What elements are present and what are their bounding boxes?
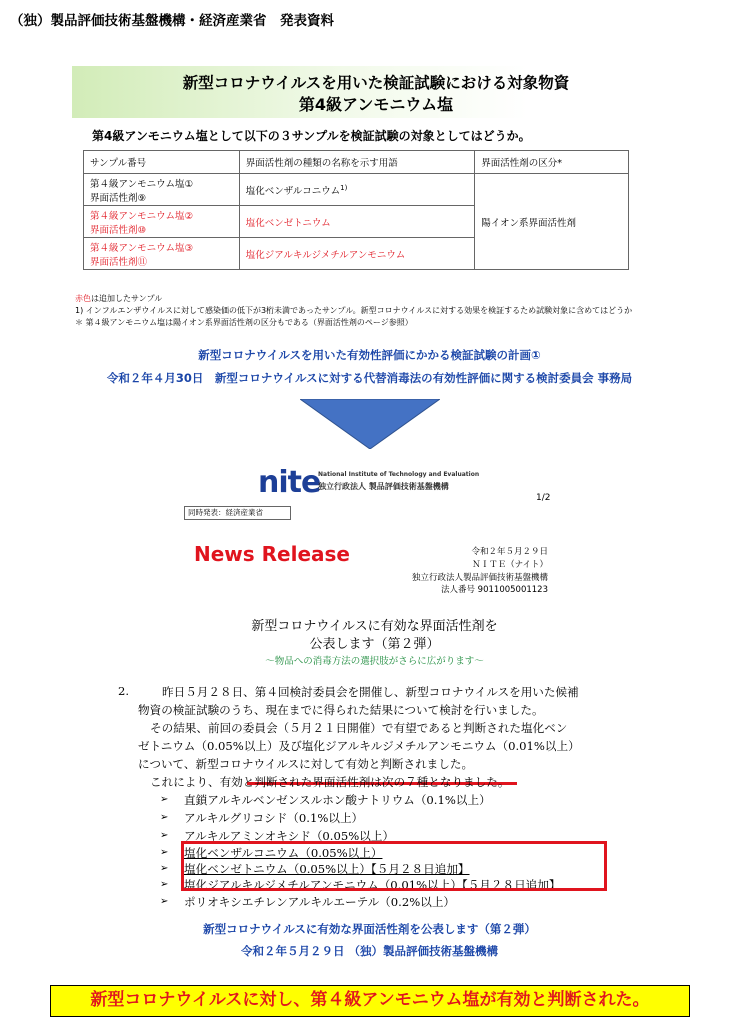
- org-full-name: 独立行政法人製品評価技術基盤機構: [411, 573, 548, 583]
- list-item: ポリオキシエチレンアルキルエーテル（0.2%以上）: [184, 895, 456, 909]
- list-bullet-icon: ➢: [160, 863, 169, 874]
- term-cell: 塩化ベンゼトニウム: [239, 206, 475, 238]
- sample-line: 界面活性剤⑩: [90, 224, 147, 236]
- list-item: 塩化ベンザルコニウム（0.05%以上）: [184, 846, 383, 860]
- table-row: [84, 174, 629, 206]
- list-bullet-icon: ➢: [160, 812, 169, 823]
- term-cell: [239, 174, 475, 206]
- sample-number-cell: [84, 206, 240, 238]
- caption-release-title: 新型コロナウイルスに有効な界面活性剤を公表します（第２弾）: [203, 922, 536, 936]
- paragraph-line: その結果、前回の委員会（５月２１日開催）で有望であると判断された塩化ベン: [150, 721, 568, 735]
- paragraph-line: 物資の検証試験のうち、現在までに得られた結果について検討を行いました。: [138, 703, 544, 717]
- footnote-2: ＊ 第４級アンモニウム塩は陽イオン系界面活性剤の区分もである（界面活性剤のページ参照）: [75, 318, 413, 327]
- conclusion-banner: 新型コロナウイルスに対し、第４級アンモニウム塩が有効と判断された。: [50, 985, 690, 1017]
- footnote-1: 1) インフルエンザウイルスに対して感染価の低下が3桁未満であったサンプル。新型コロナウイルスに対する効果を検証するため試験対象に含めてはどうか: [75, 306, 633, 315]
- page-number: 1/2: [536, 493, 551, 503]
- news-release-heading: News Release: [194, 542, 350, 566]
- release-date: 令和２年５月２９日: [471, 547, 548, 557]
- nite-news-release: [178, 465, 571, 668]
- sample-line: 界面活性剤⑪: [90, 256, 148, 268]
- section-number: 2.: [118, 684, 130, 698]
- paragraph-line: について、新型コロナウイルスに対して有効と判断されました。: [138, 757, 474, 771]
- sample-line: 界面活性剤⑨: [90, 192, 147, 204]
- caption-slide1-title: 新型コロナウイルスを用いた有効性評価にかかる検証試験の計画①: [198, 348, 541, 362]
- org-name-english: National Institute of Technology and Evaluation: [318, 471, 480, 478]
- red-legend-word: 赤色: [75, 294, 91, 303]
- column-header: 界面活性剤の種類の名称を示す用語: [239, 151, 475, 174]
- sample-line: 第４級アンモニウム塩①: [90, 178, 194, 190]
- slide-test-plan: [72, 66, 680, 329]
- sample-table: [83, 150, 629, 270]
- slide-title-line1: 新型コロナウイルスを用いた検証試験における対象物資: [182, 74, 570, 92]
- slide-lead-text: 第4級アンモニウム塩として以下の３サンプルを検証試験の対象としてはどうか。: [92, 129, 531, 143]
- column-header: サンプル番号: [84, 151, 240, 174]
- header-title: （独）製品評価技術基盤機構・経済産業省 発表資料: [10, 13, 334, 29]
- term-text: 塩化ベンザルコニウム: [245, 185, 341, 197]
- nite-logo: nite: [258, 465, 321, 500]
- paragraph-line: 昨日５月２８日、第４回検討委員会を開催し、新型コロナウイルスを用いた候補: [162, 685, 579, 699]
- release-title-line2: 公表します（第２弾）: [309, 637, 440, 652]
- org-name-japanese: 独立行政法人 製品評価技術基盤機構: [318, 482, 449, 491]
- sample-number-cell: [84, 238, 240, 270]
- category-cell: 陽イオン系界面活性剤: [475, 174, 629, 270]
- list-item: アルキルグリコシド（0.1%以上）: [184, 811, 364, 825]
- red-legend-rest: は追加したサンプル: [91, 294, 163, 303]
- sample-number-cell: [84, 174, 240, 206]
- sample-line: 第４級アンモニウム塩②: [90, 210, 194, 222]
- term-footnote-mark: 1): [340, 183, 348, 192]
- release-excerpt: [104, 678, 618, 910]
- term-cell: 塩化ジアルキルジメチルアンモニウム: [239, 238, 475, 270]
- caption-release-source: 令和２年５月２９日 （独）製品評価技術基盤機構: [240, 944, 498, 958]
- note-red-legend: [75, 293, 162, 304]
- paragraph-line: これにより、有効と判断された界面活性剤は次の７種となりました。: [150, 775, 510, 789]
- sample-line: 第４級アンモニウム塩③: [90, 242, 194, 254]
- list-bullet-icon: ➢: [160, 847, 169, 858]
- red-highlight-box: [181, 841, 607, 891]
- caption-slide1-source: 令和２年４月30日 新型コロナウイルスに対する代替消毒法の有効性評価に関する検討委員会 事務局: [106, 371, 633, 385]
- list-bullet-icon: ➢: [160, 794, 169, 805]
- release-title-line1: 新型コロナウイルスに有効な界面活性剤を: [251, 619, 498, 634]
- release-subtitle: ～物品への消毒方法の選択肢がさらに広がります～: [265, 656, 484, 667]
- list-bullet-icon: ➢: [160, 896, 169, 907]
- table-header-row: [84, 151, 629, 174]
- list-item: 塩化ジアルキルジメチルアンモニウム（0.01%以上）【５月２８日追加】: [184, 878, 561, 892]
- column-header: 界面活性剤の区分*: [475, 151, 629, 174]
- nite-kana: ＮＩＴＥ（ナイト）: [472, 560, 548, 570]
- list-item: アルキルアミンオキシド（0.05%以上）: [184, 829, 395, 843]
- down-arrow-icon: [300, 399, 440, 449]
- list-bullet-icon: ➢: [160, 879, 169, 890]
- list-item: 塩化ベンゼトニウム（0.05%以上）【５月２８日追加】: [184, 862, 470, 876]
- slide-title-line2: 第4級アンモニウム塩: [298, 95, 454, 114]
- list-bullet-icon: ➢: [160, 830, 169, 841]
- corporate-number: 法人番号 9011005001123: [440, 585, 548, 595]
- joint-release-box: 同時発表：経済産業省: [184, 506, 291, 520]
- paragraph-line: ゼトニウム（0.05%以上）及び塩化ジアルキルジメチルアンモニウム（0.01%以上）: [138, 739, 580, 753]
- list-item: 直鎖アルキルベンゼンスルホン酸ナトリウム（0.1%以上）: [184, 793, 491, 807]
